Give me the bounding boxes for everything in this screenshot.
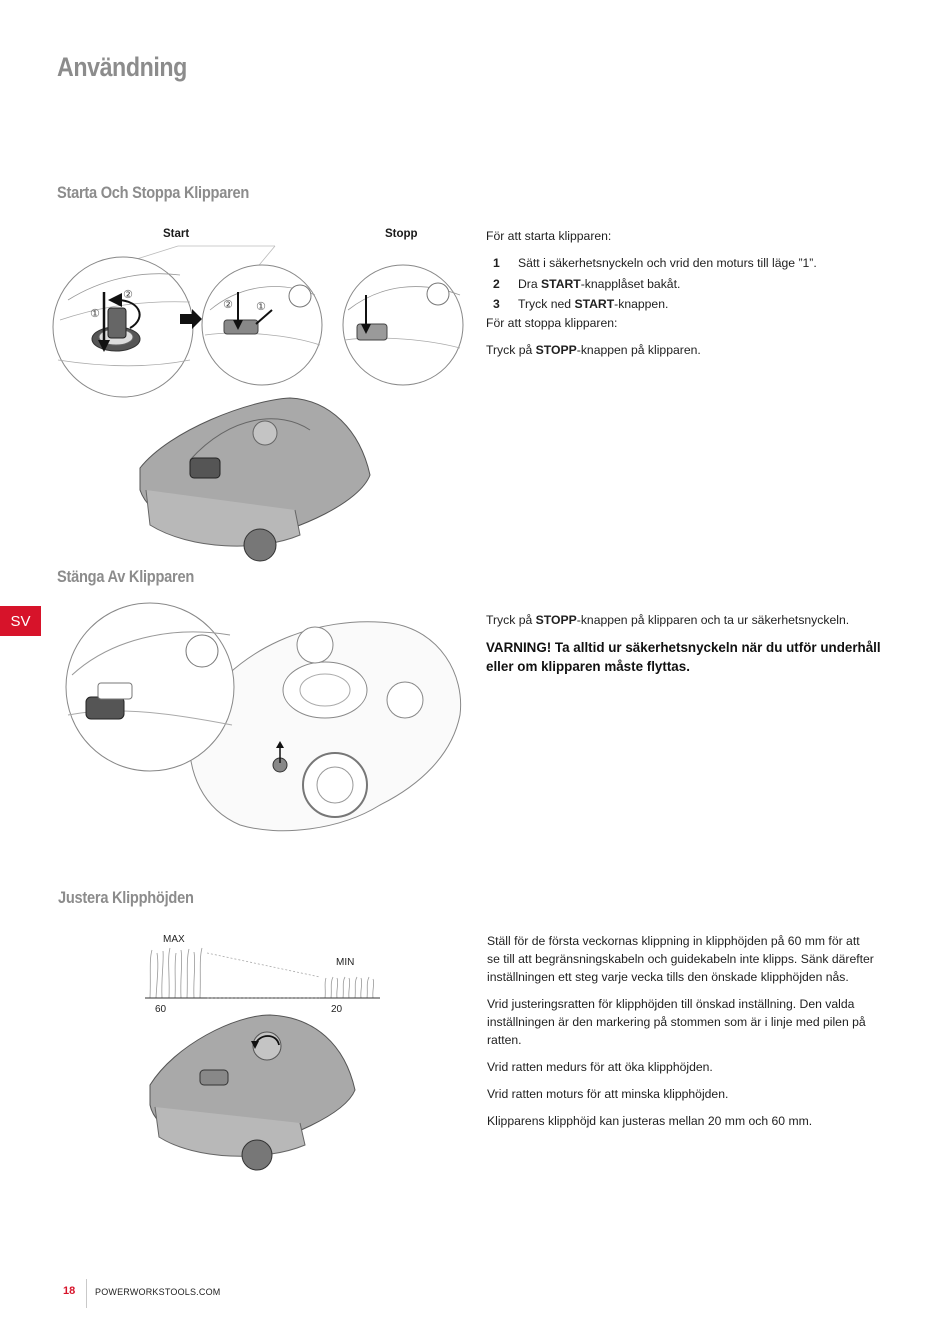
marker-2-text: ② xyxy=(123,289,133,301)
max-value: 60 xyxy=(155,1004,167,1015)
height-paragraph-5: Klipparens klipphöjd kan justeras mellan 20 mm och 60 mm. xyxy=(487,1114,813,1128)
shutdown-illustration xyxy=(60,605,470,840)
section-heading-height: Justera Klipphöjden xyxy=(58,888,194,907)
step-item xyxy=(486,254,906,275)
height-paragraph-1: Ställ för de första veckornas klippning in klipphöjden på 60 mm för att se till att begränsningskabeln och guidekabeln inte klipps. Sänk därefter inställningen ett steg varje vecka tills den önskade klipphöjden nås. xyxy=(487,934,874,984)
stop-intro: För att stoppa klipparen: xyxy=(486,315,618,330)
step-text: Tryck ned START-knappen. xyxy=(518,297,669,311)
step-text: Dra START-knapplåset bakåt. xyxy=(518,276,681,291)
stop-instruction: Tryck på STOPP-knappen på klipparen. xyxy=(486,342,701,357)
section-heading-start-stop: Starta Och Stoppa Klipparen xyxy=(57,183,250,202)
shutdown-text xyxy=(486,611,916,685)
height-paragraph-2: Vrid justeringsratten för klipphöjden till önskad inställning. Den valda inställningen är den markering på stommen som är i linje med pilen på ratten. xyxy=(487,997,866,1047)
section-heading-shutdown: Stänga Av Klipparen xyxy=(57,567,194,586)
cutting-height-illustration xyxy=(145,945,385,1170)
min-label: MIN xyxy=(336,957,355,968)
start-intro: För att starta klipparen: xyxy=(486,229,612,243)
height-text xyxy=(487,932,907,1139)
start-steps-list xyxy=(486,254,906,316)
footer-divider xyxy=(86,1279,87,1308)
min-value: 20 xyxy=(331,1004,343,1015)
page-number: 18 xyxy=(63,1285,76,1297)
start-stop-illustration xyxy=(50,240,475,575)
step-item xyxy=(486,275,906,296)
marker-2b-text: ② xyxy=(223,299,233,311)
height-paragraph-3: Vrid ratten medurs för att öka klipphöjden. xyxy=(487,1060,713,1074)
marker-1b-text: ① xyxy=(256,301,266,313)
figure-label-start: Start xyxy=(163,228,190,240)
language-tab: SV xyxy=(0,606,41,636)
footer-website: POWERWORKSTOOLS.COM xyxy=(95,1287,221,1297)
page-title: Användning xyxy=(57,52,187,82)
shutdown-warning: VARNING! Ta alltid ur säkerhetsnyckeln när du utför underhåll eller om klipparen måste flyttas. xyxy=(486,640,881,674)
step-number: 2 xyxy=(493,276,500,291)
step-item xyxy=(486,295,906,316)
max-label: MAX xyxy=(163,934,185,945)
figure-label-stop: Stopp xyxy=(385,228,418,240)
step-number: 3 xyxy=(493,297,500,311)
marker-1-text: ① xyxy=(90,308,100,320)
start-stop-text xyxy=(486,227,906,368)
height-paragraph-4: Vrid ratten moturs för att minska klipphöjden. xyxy=(487,1087,729,1101)
step-text: Sätt i säkerhetsnyckeln och vrid den moturs till läge ”1”. xyxy=(518,256,817,270)
shutdown-instruction: Tryck på STOPP-knappen på klipparen och ta ur säkerhetsnyckeln. xyxy=(486,613,850,627)
step-number: 1 xyxy=(493,256,500,270)
